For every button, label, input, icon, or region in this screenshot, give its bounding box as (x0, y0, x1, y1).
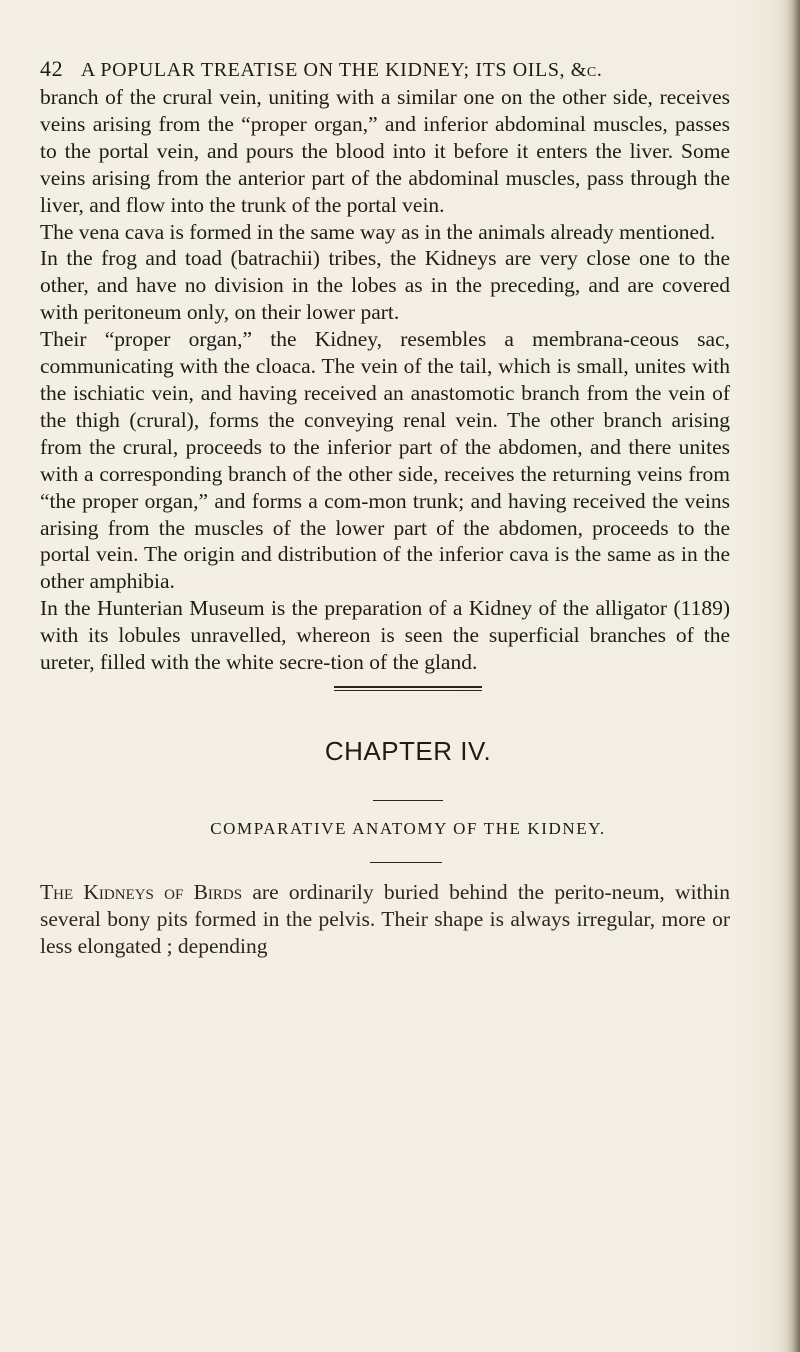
running-title: A POPULAR TREATISE ON THE KIDNEY; ITS OILS, &c. (80, 59, 603, 81)
body-text (40, 84, 730, 676)
paragraph: In the frog and toad (batrachii) tribes, the Kidneys are very close one to the other, and have no division in the lobes as in the preceding, and are covered with peritoneum only, on their lower part. (40, 246, 730, 325)
page-number: 42 (40, 56, 64, 81)
paragraph: The vena cava is formed in the same way as in the animals already mentioned. (40, 219, 716, 244)
paragraph: branch of the crural vein, uniting with a similar one on the other side, receives veins arising from the “proper organ,” and inferior abdominal muscles, passes to the portal vein, and pours the blood into it before it enters the liver. Some veins arising from the anterior part of the abdominal muscles, pass through the liver, and flow into the trunk of the portal vein. (40, 85, 730, 217)
chapter-text: are ordinarily buried behind the perito-neum, within several bony pits formed in the pelvis. Their shape is always irregular, more or less elongated ; depending (40, 880, 731, 958)
divider-rule (370, 862, 442, 863)
divider-rule (373, 800, 443, 801)
paragraph: In the Hunterian Museum is the preparation of a Kidney of the alligator (1189) with its lobules unravelled, whereon is seen the superficial branches of the ureter, filled with the white secre-tion of the gland. (40, 596, 730, 675)
paragraph: Their “proper organ,” the Kidney, resembles a membrana-ceous sac, communicating with the cloaca. The vein of the tail, which is small, unites with the ischiatic vein, and having received an anastomotic branch from the vein of the thigh (crural), forms the conveying renal vein. The other branch arising from the crural, proceeds to the inferior part of the abdomen, and there unites with a corresponding branch of the other side, receives the returning veins from “the proper organ,” and forms a com-mon trunk; and having received the veins arising from the muscles of the lower part of the abdomen, proceeds to the portal vein. The origin and distribution of the inferior cava is the same as in the other amphibia. (40, 327, 730, 594)
running-header (40, 56, 730, 82)
chapter-subtitle: COMPARATIVE ANATOMY OF THE KIDNEY. (210, 819, 606, 838)
chapter-title: CHAPTER IV. (324, 736, 492, 766)
lead-words: The Kidneys of Birds (40, 880, 243, 904)
page-edge-shadow (786, 0, 800, 1352)
chapter-divider-rule (334, 686, 482, 691)
chapter-opening-paragraph (40, 879, 730, 960)
